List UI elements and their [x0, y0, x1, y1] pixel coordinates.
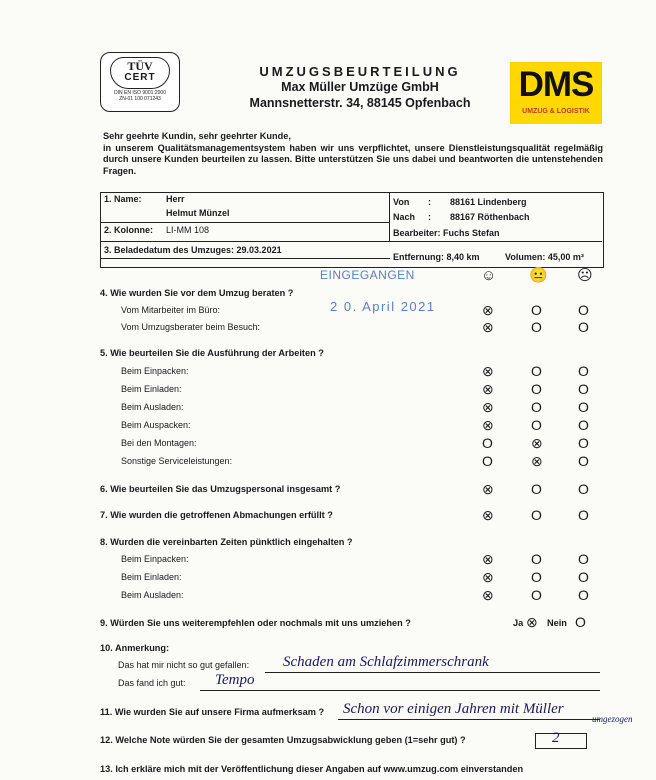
q5-montagen-happy[interactable]: O: [482, 435, 493, 451]
q7-neutral[interactable]: O: [531, 507, 542, 523]
q5-ausladen-neutral[interactable]: O: [531, 399, 542, 415]
q5-ausladen-sad[interactable]: O: [578, 399, 589, 415]
q5-item-service: Sonstige Serviceleistungen:: [121, 456, 233, 466]
question-11: 11. Wie wurden Sie auf unsere Firma aufmerksam ?: [100, 707, 325, 717]
q5-auspacken-sad[interactable]: O: [578, 417, 589, 433]
q12-value[interactable]: 2: [552, 730, 560, 746]
neutral-face-icon: 😐: [529, 267, 548, 284]
von-label: Von: [393, 197, 410, 207]
q7-happy-checked[interactable]: ⊗: [482, 507, 494, 523]
company-address: Mannsnetterstr. 34, 88145 Opfenbach: [249, 96, 471, 110]
company-name: Max Müller Umzüge GmbH: [281, 80, 439, 94]
sad-face-icon: ☹: [577, 267, 593, 284]
q5-auspacken-happy-checked[interactable]: ⊗: [482, 417, 494, 433]
tuv-cert-logo: [100, 52, 180, 112]
entfernung: Entfernung: 8,40 km: [393, 252, 480, 262]
q5-einladen-neutral[interactable]: O: [531, 381, 542, 397]
question-13: 13. Ich erkläre mich mit der Veröffentlichung dieser Angaben auf www.umzug.com einverstanden: [100, 764, 524, 774]
q10-good-value[interactable]: Tempo: [215, 672, 255, 688]
nach-value: 88167 Röthenbach: [450, 212, 530, 222]
q8-item-ausladen: Beim Ausladen:: [121, 590, 184, 600]
q9-nein-option[interactable]: O: [575, 614, 586, 630]
q5-service-sad[interactable]: O: [578, 453, 589, 469]
kolonne-label: 2. Kolonne:: [104, 225, 153, 235]
question-9: 9. Würden Sie uns weiterempfehlen oder nochmals mit uns umziehen ?: [100, 618, 411, 628]
grade-box[interactable]: [535, 733, 587, 749]
received-stamp: EINGEGANGEN: [320, 268, 415, 282]
q4-buero-neutral[interactable]: O: [531, 302, 542, 318]
tuv-number-text: ZN-01 100 071243: [119, 96, 161, 102]
q5-einladen-sad[interactable]: O: [578, 381, 589, 397]
tuv-iso-text: DIN EN ISO 9001:2000: [114, 90, 166, 96]
q5-item-ausladen: Beim Ausladen:: [121, 402, 184, 412]
q8-einpacken-neutral[interactable]: O: [531, 551, 542, 567]
q5-service-neutral-checked[interactable]: ⊗: [531, 453, 543, 469]
q5-montagen-neutral-checked[interactable]: ⊗: [531, 435, 543, 451]
name-label: 1. Name:: [104, 194, 142, 204]
q8-einladen-sad[interactable]: O: [578, 569, 589, 585]
q5-item-montagen: Bei den Montagen:: [121, 438, 197, 448]
form-title: UMZUGSBEURTEILUNG: [259, 64, 461, 79]
bearbeiter: Bearbeiter: Fuchs Stefan: [393, 228, 500, 238]
q9-ja-label: Ja: [513, 618, 524, 628]
dms-subtitle: UMZUG & LOGISTIK: [522, 108, 590, 115]
q5-item-auspacken: Beim Auspacken:: [121, 420, 191, 430]
q8-item-einladen: Beim Einladen:: [121, 572, 182, 582]
q8-ausladen-happy-checked[interactable]: ⊗: [482, 587, 494, 603]
q7-sad[interactable]: O: [578, 507, 589, 523]
q4-item-buero: Vom Mitarbeiter im Büro:: [121, 305, 221, 315]
von-separator: :: [428, 197, 431, 207]
q4-besuch-neutral[interactable]: O: [531, 319, 542, 335]
nach-separator: :: [428, 212, 431, 222]
q10-bad-label: Das hat mir nicht so gut gefallen:: [118, 660, 250, 670]
q8-item-einpacken: Beim Einpacken:: [121, 554, 189, 564]
q5-item-einpacken: Beim Einpacken:: [121, 366, 189, 376]
q5-einpacken-happy-checked[interactable]: ⊗: [482, 363, 494, 379]
name-title: Herr: [166, 194, 185, 204]
q5-montagen-sad[interactable]: O: [578, 435, 589, 451]
intro-body: in unserem Qualitätsmanagementsystem haben wir uns verpflichtet, unsere Dienstleistungsqualität regelmäßig durch unsere Kunden beurteilen zu lassen. Bitte unterstützen Sie uns dabei und beantworten die untenstehenden Fragen.: [103, 142, 603, 176]
q8-einladen-neutral[interactable]: O: [531, 569, 542, 585]
q5-service-happy[interactable]: O: [482, 453, 493, 469]
question-4: 4. Wie wurden Sie vor dem Umzug beraten ?: [100, 288, 294, 298]
question-10: 10. Anmerkung:: [100, 643, 170, 653]
q6-neutral[interactable]: O: [531, 481, 542, 497]
volumen: Volumen: 45,00 m³: [505, 252, 584, 262]
q5-ausladen-happy-checked[interactable]: ⊗: [482, 399, 494, 415]
von-value: 88161 Lindenberg: [450, 197, 527, 207]
q10-good-label: Das fand ich gut:: [118, 678, 186, 688]
nach-label: Nach: [393, 212, 416, 222]
q11-value-cont[interactable]: umgezogen: [592, 714, 633, 724]
q8-einladen-happy-checked[interactable]: ⊗: [482, 569, 494, 585]
tuv-cert-text: CERT: [124, 72, 156, 83]
loading-date: 3. Beladedatum des Umzuges: 29.03.2021: [104, 245, 282, 255]
q4-buero-happy-checked[interactable]: ⊗: [482, 302, 494, 318]
dms-brand: DMS: [518, 65, 594, 104]
name-value: Helmut Münzel: [166, 208, 230, 218]
q5-item-einladen: Beim Einladen:: [121, 384, 182, 394]
q9-ja-checked[interactable]: ⊗: [526, 614, 538, 630]
q4-besuch-happy-checked[interactable]: ⊗: [482, 319, 494, 335]
q8-ausladen-sad[interactable]: O: [578, 587, 589, 603]
q6-happy-checked[interactable]: ⊗: [482, 481, 494, 497]
happy-face-icon: ☺: [481, 267, 497, 284]
question-12: 12. Welche Note würden Sie der gesamten Umzugsabwicklung geben (1=sehr gut) ?: [100, 735, 466, 745]
q5-auspacken-neutral[interactable]: O: [531, 417, 542, 433]
question-5: 5. Wie beurteilen Sie die Ausführung der Arbeiten ?: [100, 348, 324, 358]
received-stamp-date: 2 0. April 2021: [330, 299, 436, 314]
q5-einpacken-sad[interactable]: O: [578, 363, 589, 379]
q6-sad[interactable]: O: [578, 481, 589, 497]
q11-value[interactable]: Schon vor einigen Jahren mit Müller: [343, 701, 564, 717]
q8-ausladen-neutral[interactable]: O: [531, 587, 542, 603]
intro-greeting: Sehr geehrte Kundin, sehr geehrter Kunde,: [103, 131, 291, 141]
dms-logo: [510, 62, 602, 124]
q5-einladen-happy-checked[interactable]: ⊗: [482, 381, 494, 397]
q4-besuch-sad[interactable]: O: [578, 319, 589, 335]
tuv-logo-text: TÜV: [127, 59, 153, 73]
question-8: 8. Wurden die vereinbarten Zeiten pünktlich eingehalten ?: [100, 537, 353, 547]
q5-einpacken-neutral[interactable]: O: [531, 363, 542, 379]
question-6: 6. Wie beurteilen Sie das Umzugspersonal insgesamt ?: [100, 484, 341, 494]
q4-buero-sad[interactable]: O: [578, 302, 589, 318]
intro-text: [103, 131, 603, 177]
q4-item-besuch: Vom Umzugsberater beim Besuch:: [121, 322, 261, 332]
kolonne-value: LI-MM 108: [166, 225, 210, 235]
q9-nein-label: Nein: [547, 618, 567, 628]
question-7: 7. Wie wurden die getroffenen Abmachungen erfüllt ?: [100, 510, 333, 520]
q8-einpacken-happy-checked[interactable]: ⊗: [482, 551, 494, 567]
q8-einpacken-sad[interactable]: O: [578, 551, 589, 567]
q10-bad-value[interactable]: Schaden am Schlafzimmerschrank: [283, 654, 489, 670]
